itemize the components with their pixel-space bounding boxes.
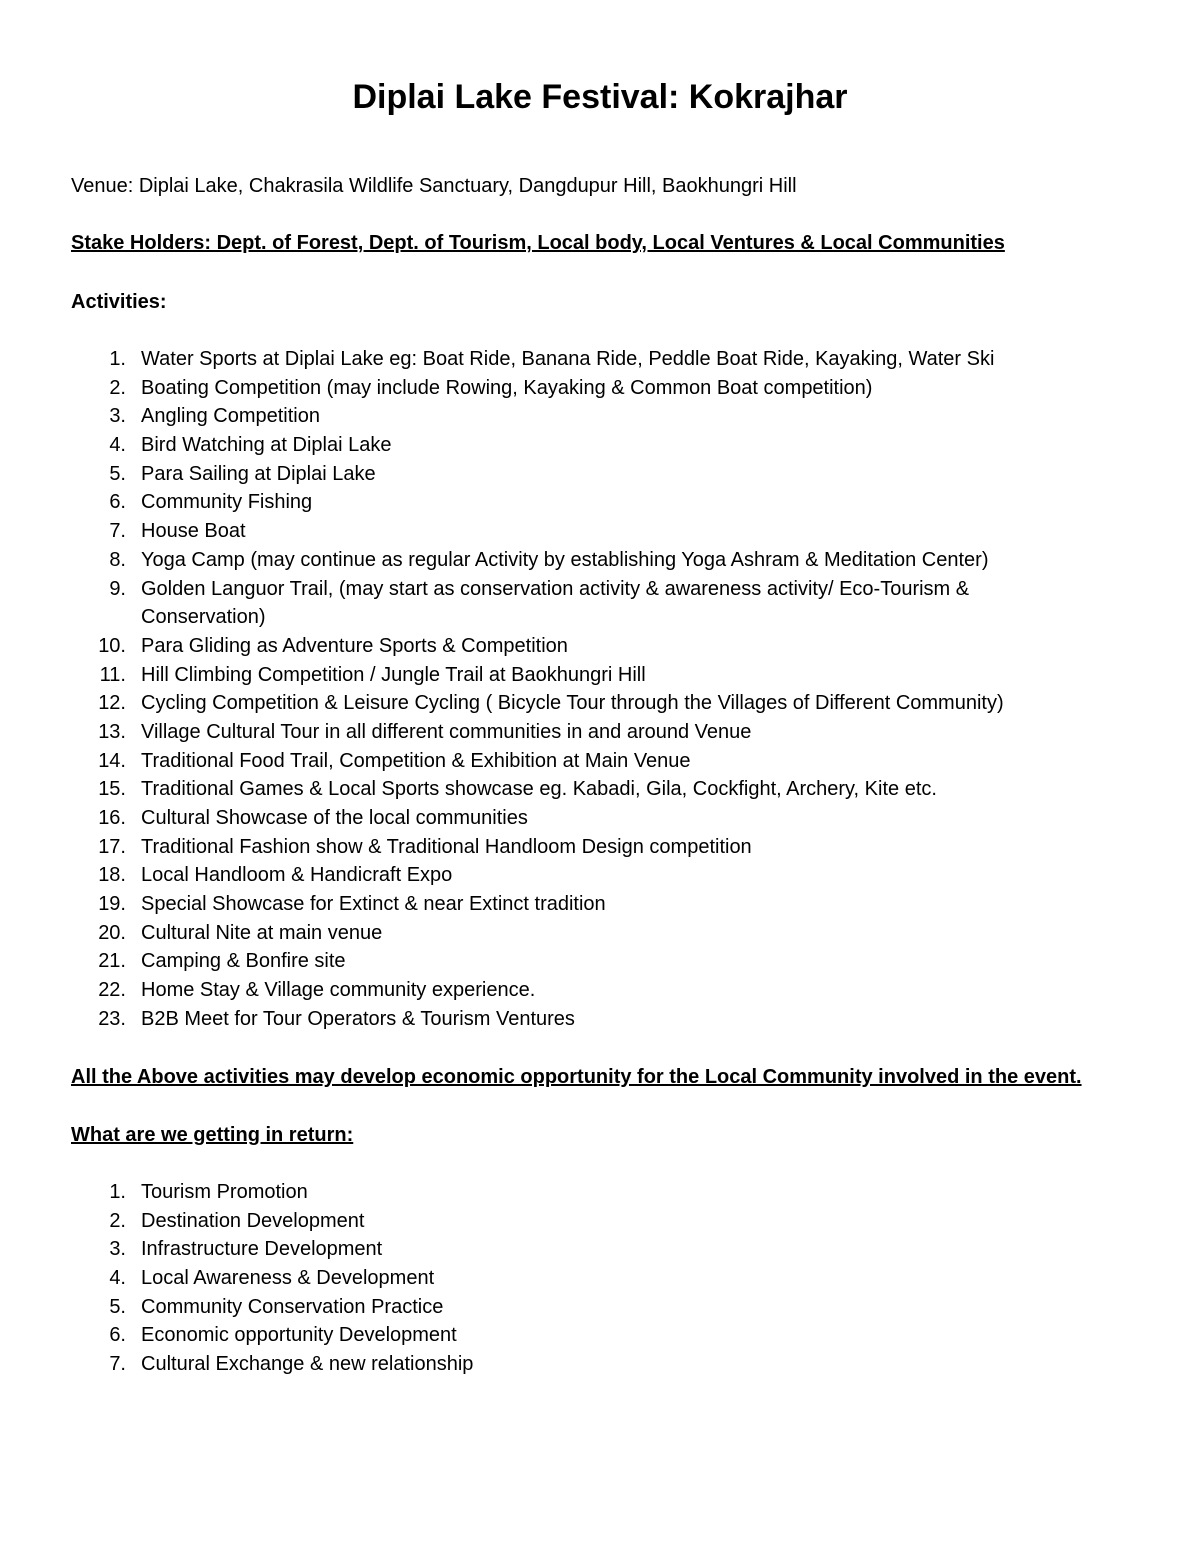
list-item-number: 12. <box>98 692 126 715</box>
list-item-text: Para Sailing at Diplai Lake <box>141 462 376 485</box>
list-item <box>0 1264 1200 1293</box>
list-item <box>0 431 1200 460</box>
list-item-text: Community Conservation Practice <box>141 1295 444 1318</box>
venue-line: Venue: Diplai Lake, Chakrasila Wildlife Sanctuary, Dangdupur Hill, Baokhungri Hill <box>71 175 797 197</box>
list-item-number: 7. <box>109 520 126 543</box>
list-item-number: 9. <box>109 577 126 600</box>
list-item-text: Camping & Bonfire site <box>141 950 346 973</box>
list-item-text: Destination Development <box>141 1209 365 1232</box>
list-item-number: 14. <box>98 749 126 772</box>
list-item-number: 15. <box>98 778 126 801</box>
list-item-number: 5. <box>109 1295 126 1318</box>
list-item-text: Local Handloom & Handicraft Expo <box>141 864 453 887</box>
list-item-text: Home Stay & Village community experience. <box>141 979 536 1002</box>
list-item-number: 6. <box>109 491 126 514</box>
list-item <box>0 689 1200 718</box>
list-item <box>0 1178 1200 1207</box>
list-item-number: 6. <box>109 1324 126 1347</box>
list-item-text: Special Showcase for Extinct & near Extinct tradition <box>141 893 606 916</box>
list-item <box>0 632 1200 661</box>
list-item <box>0 546 1200 575</box>
list-item-text: Economic opportunity Development <box>141 1324 457 1347</box>
list-item-text: Traditional Food Trail, Competition & Exhibition at Main Venue <box>141 749 691 772</box>
list-item-number: 13. <box>98 720 126 743</box>
list-item-number: 5. <box>109 462 126 485</box>
stakeholders-line: Stake Holders: Dept. of Forest, Dept. of Tourism, Local body, Local Ventures & Local Communities <box>71 232 1005 254</box>
list-item-text: Water Sports at Diplai Lake eg: Boat Ride, Banana Ride, Peddle Boat Ride, Kayaking, Water Ski <box>141 348 995 370</box>
list-item-number: 7. <box>109 1353 126 1376</box>
activities-heading: Activities: <box>71 291 167 313</box>
list-item <box>0 345 1200 374</box>
list-item <box>0 804 1200 833</box>
list-item <box>0 976 1200 1005</box>
list-item-text: B2B Meet for Tour Operators & Tourism Ventures <box>141 1007 575 1030</box>
list-item <box>0 1207 1200 1236</box>
summary-line: All the Above activities may develop economic opportunity for the Local Community involved in the event. <box>71 1066 1082 1088</box>
list-item-number: 17. <box>98 835 126 858</box>
list-item-text: Infrastructure Development <box>141 1238 383 1261</box>
returns-list <box>0 1178 1200 1379</box>
list-item-number: 16. <box>98 807 126 830</box>
list-item-number: 4. <box>109 1267 126 1290</box>
list-item <box>0 661 1200 690</box>
activities-list <box>0 345 1200 1034</box>
list-item-number: 2. <box>109 1209 126 1232</box>
list-item <box>0 488 1200 517</box>
list-item-text: Local Awareness & Development <box>141 1267 435 1290</box>
list-item-text: Cultural Nite at main venue <box>141 921 383 944</box>
document-title: Diplai Lake Festival: Kokrajhar <box>352 78 848 116</box>
list-item-text: Yoga Camp (may continue as regular Activity by establishing Yoga Ashram & Meditation Center) <box>141 548 989 571</box>
list-item-text: House Boat <box>141 520 246 543</box>
list-item <box>0 374 1200 403</box>
list-item-text: Golden Languor Trail, (may start as conservation activity & awareness activity/ Eco-Tourism & Conservation) <box>141 577 970 629</box>
list-item <box>0 747 1200 776</box>
list-item-text: Traditional Fashion show & Traditional Handloom Design competition <box>141 835 752 858</box>
list-item-text: Hill Climbing Competition / Jungle Trail at Baokhungri Hill <box>141 663 646 686</box>
list-item-number: 19. <box>98 893 126 916</box>
list-item-number: 8. <box>109 548 126 571</box>
list-item <box>0 890 1200 919</box>
list-item-number: 1. <box>109 348 126 370</box>
list-item-text: Village Cultural Tour in all different communities in and around Venue <box>141 720 752 743</box>
list-item <box>0 1235 1200 1264</box>
list-item-text: Para Gliding as Adventure Sports & Competition <box>141 634 568 657</box>
list-item-text: Bird Watching at Diplai Lake <box>141 434 392 457</box>
list-item-number: 20. <box>98 921 126 944</box>
list-item-number: 2. <box>109 376 126 399</box>
list-item-text: Boating Competition (may include Rowing, Kayaking & Common Boat competition) <box>141 376 873 399</box>
list-item-number: 1. <box>109 1181 126 1203</box>
list-item <box>0 460 1200 489</box>
list-item <box>0 517 1200 546</box>
list-item <box>0 833 1200 862</box>
list-item-number: 21. <box>98 950 126 973</box>
list-item-number: 10. <box>98 634 126 657</box>
list-item <box>0 947 1200 976</box>
list-item <box>0 919 1200 948</box>
list-item-number: 23. <box>98 1007 126 1030</box>
list-item-number: 4. <box>109 434 126 457</box>
list-item <box>0 1350 1200 1379</box>
list-item-text: Cultural Showcase of the local communities <box>141 807 528 830</box>
list-item-text: Traditional Games & Local Sports showcase eg. Kabadi, Gila, Cockfight, Archery, Kite etc. <box>141 778 937 801</box>
list-item-text: Cultural Exchange & new relationship <box>141 1353 474 1376</box>
list-item <box>0 402 1200 431</box>
list-item <box>0 1321 1200 1350</box>
list-item-text: Tourism Promotion <box>141 1181 308 1203</box>
list-item-number: 11. <box>99 663 126 686</box>
list-item-number: 22. <box>98 979 126 1002</box>
list-item <box>0 1005 1200 1034</box>
list-item-text: Cycling Competition & Leisure Cycling ( Bicycle Tour through the Villages of Different Community) <box>141 692 1004 715</box>
list-item-number: 3. <box>109 1238 126 1261</box>
list-item-text: Community Fishing <box>141 491 313 514</box>
list-item <box>0 718 1200 747</box>
list-item-number: 3. <box>109 405 126 428</box>
list-item <box>0 1293 1200 1322</box>
list-item-text: Angling Competition <box>141 405 320 428</box>
list-item-number: 18. <box>98 864 126 887</box>
list-item <box>0 861 1200 890</box>
list-item <box>0 575 1200 632</box>
list-item <box>0 775 1200 804</box>
returns-heading: What are we getting in return: <box>71 1124 354 1146</box>
